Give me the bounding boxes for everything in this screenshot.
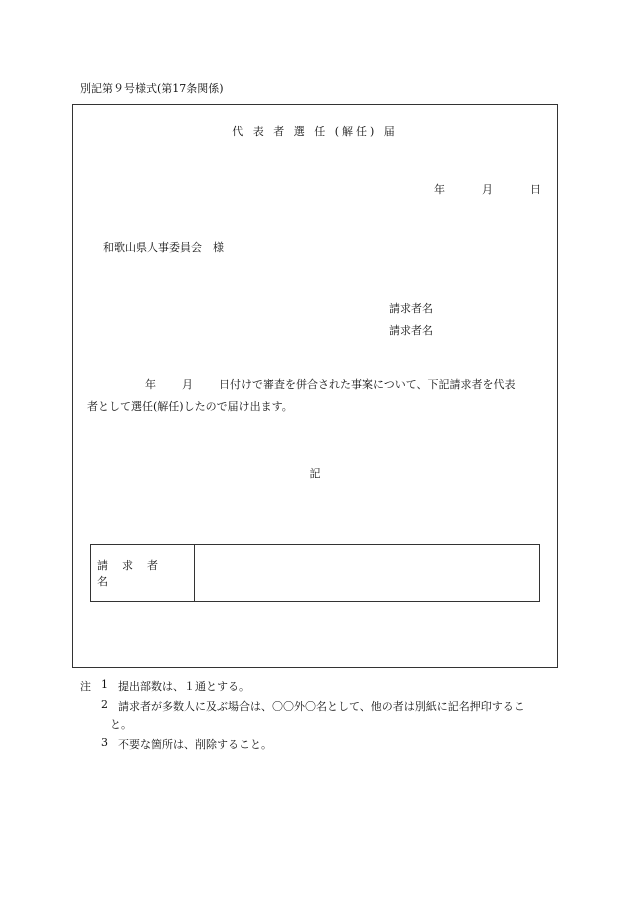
note-2-continuation: と。 <box>110 718 132 731</box>
body-year: 年 <box>145 378 156 391</box>
body-line-1 <box>145 376 516 392</box>
addressee: 和歌山県人事委員会 様 <box>103 241 224 254</box>
form-label: 別記第９号様式(第17条関係) <box>80 82 224 95</box>
form-title: 代 表 者 選 任 (解任) 届 <box>232 125 398 138</box>
body-line-2: 者として選任(解任)したので届け出ます。 <box>87 400 293 413</box>
requester-table-value[interactable] <box>196 545 539 601</box>
date-day: 日 <box>530 183 541 196</box>
note-1-text: 提出部数は、１通とする。 <box>118 680 250 693</box>
body-month: 月 <box>182 378 193 391</box>
date-month: 月 <box>482 183 493 196</box>
date-line <box>434 181 541 197</box>
form-frame <box>72 104 558 668</box>
note-2-number: 2 <box>101 698 108 711</box>
requester-name-label-1: 請求者名 <box>389 302 433 315</box>
body-line-1-text: 日付けで審査を併合された事案について、下記請求者を代表 <box>219 378 516 391</box>
requester-table-label: 請求者名 <box>91 545 195 601</box>
requester-table <box>90 544 540 602</box>
note-2-text: 請求者が多数人に及ぶ場合は、〇〇外〇名として、他の者は別紙に記名押印するこ <box>118 700 525 713</box>
note-1-number: 1 <box>101 678 108 691</box>
date-year: 年 <box>434 183 445 196</box>
ki-heading: 記 <box>309 467 321 480</box>
note-3-text: 不要な箇所は、削除すること。 <box>118 738 272 751</box>
note-3-number: 3 <box>101 736 108 749</box>
notes-heading: 注 <box>80 680 91 693</box>
requester-name-label-2: 請求者名 <box>389 324 433 337</box>
